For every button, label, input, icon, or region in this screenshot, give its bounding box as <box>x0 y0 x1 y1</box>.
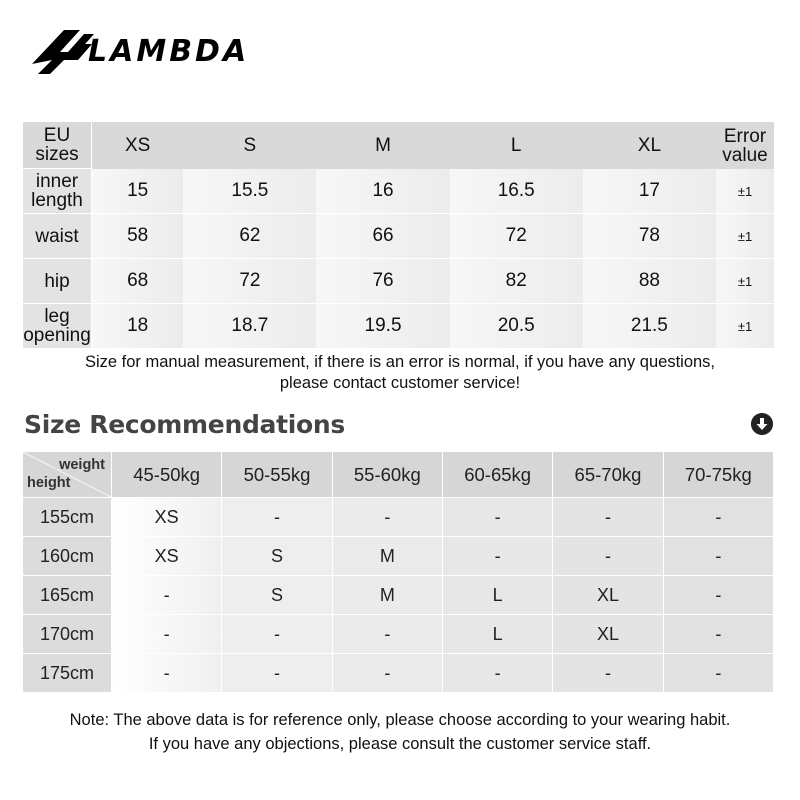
measurement-note <box>0 352 800 394</box>
weight-header: 65-70kg <box>553 452 663 498</box>
row-label <box>23 304 92 349</box>
table-cell: - <box>443 654 553 693</box>
eu-label: EU <box>43 125 71 146</box>
table-cell: 16.5 <box>450 169 583 214</box>
table-cell: 58 <box>92 214 183 259</box>
size-header-l: L <box>450 122 583 169</box>
table-cell: 16 <box>316 169 449 214</box>
table-cell: 21.5 <box>583 304 716 349</box>
table-cell: 76 <box>316 259 449 304</box>
table-cell: 18 <box>92 304 183 349</box>
table-cell: 15.5 <box>183 169 316 214</box>
size-header-s: S <box>183 122 316 169</box>
error-value-header <box>716 122 774 169</box>
table-cell: 19.5 <box>316 304 449 349</box>
table-cell: - <box>222 615 332 654</box>
table-cell: - <box>664 654 774 693</box>
size-header-xs: XS <box>92 122 183 169</box>
table-cell: - <box>443 498 553 537</box>
value-label: value <box>722 144 768 166</box>
height-cell: 170cm <box>23 615 112 654</box>
size-recommendation-table <box>23 452 774 693</box>
size-row-leg-opening <box>23 304 774 349</box>
table-cell: - <box>443 537 553 576</box>
weight-header: 50-55kg <box>222 452 332 498</box>
eu-sizes-header <box>23 122 92 169</box>
table-cell: - <box>664 498 774 537</box>
table-cell: - <box>112 576 222 615</box>
table-cell: 72 <box>450 214 583 259</box>
height-cell: 160cm <box>23 537 112 576</box>
table-cell: - <box>112 615 222 654</box>
weight-header: 70-75kg <box>664 452 774 498</box>
height-cell: 175cm <box>23 654 112 693</box>
table-cell: - <box>112 654 222 693</box>
table-cell: - <box>222 498 332 537</box>
row-label: hip <box>23 259 92 304</box>
table-cell: 20.5 <box>450 304 583 349</box>
row-label <box>23 169 92 214</box>
table-cell: 82 <box>450 259 583 304</box>
table-cell: - <box>553 654 663 693</box>
row-label-line: opening <box>23 325 91 346</box>
rec-row-170 <box>23 615 774 654</box>
error-label: Error <box>723 125 767 147</box>
error-cell: ±1 <box>716 169 774 214</box>
table-cell: - <box>333 654 443 693</box>
row-label: waist <box>23 214 92 259</box>
corner-diagonal <box>23 452 111 497</box>
table-cell: S <box>222 537 332 576</box>
rec-row-155 <box>23 498 774 537</box>
table-cell: 15 <box>92 169 183 214</box>
table-cell: - <box>553 498 663 537</box>
table-cell: S <box>222 576 332 615</box>
table-cell: 62 <box>183 214 316 259</box>
table-cell: XS <box>112 498 222 537</box>
table-cell: - <box>553 537 663 576</box>
table-cell: M <box>333 537 443 576</box>
table-cell: XL <box>553 615 663 654</box>
arrow-down-circle-icon[interactable] <box>751 413 773 435</box>
table-cell: L <box>443 576 553 615</box>
size-chart-table <box>23 122 774 349</box>
size-row-hip <box>23 259 774 304</box>
size-header-m: M <box>316 122 449 169</box>
weight-header: 55-60kg <box>333 452 443 498</box>
note-line: Size for manual measurement, if there is an error is normal, if you have any questions, <box>84 353 716 371</box>
table-cell: - <box>664 576 774 615</box>
size-chart-header-row <box>23 122 774 169</box>
table-cell: L <box>443 615 553 654</box>
table-cell: 68 <box>92 259 183 304</box>
footer-note <box>0 708 800 756</box>
error-cell: ±1 <box>716 259 774 304</box>
rec-row-175 <box>23 654 774 693</box>
height-cell: 155cm <box>23 498 112 537</box>
size-header-xl: XL <box>583 122 716 169</box>
size-row-inner-length <box>23 169 774 214</box>
weight-height-corner <box>23 452 112 498</box>
weight-label: weight <box>59 457 105 473</box>
table-cell: - <box>664 615 774 654</box>
table-cell: 78 <box>583 214 716 259</box>
note-line: Note: The above data is for reference only, please choose according to your wearing habit. <box>69 711 731 729</box>
table-cell: 66 <box>316 214 449 259</box>
error-cell: ±1 <box>716 304 774 349</box>
table-cell: M <box>333 576 443 615</box>
note-line: please contact customer service! <box>279 374 521 392</box>
height-cell: 165cm <box>23 576 112 615</box>
weight-header: 45-50kg <box>112 452 222 498</box>
table-cell: - <box>333 615 443 654</box>
rec-header-row <box>23 452 774 498</box>
table-cell: - <box>222 654 332 693</box>
rec-row-165 <box>23 576 774 615</box>
table-cell: - <box>333 498 443 537</box>
table-cell: 18.7 <box>183 304 316 349</box>
note-line: If you have any objections, please consult the customer service staff. <box>148 735 652 753</box>
table-cell: - <box>664 537 774 576</box>
section-title: Size Recommendations <box>24 410 345 439</box>
row-label-line: length <box>31 190 83 211</box>
table-cell: 17 <box>583 169 716 214</box>
table-cell: 72 <box>183 259 316 304</box>
row-label-line: inner <box>35 171 79 192</box>
table-cell: XS <box>112 537 222 576</box>
brand-wordmark: LAMBDA <box>88 34 250 69</box>
weight-header: 60-65kg <box>443 452 553 498</box>
table-cell: 88 <box>583 259 716 304</box>
table-cell: XL <box>553 576 663 615</box>
height-label: height <box>27 475 71 491</box>
rec-row-160 <box>23 537 774 576</box>
sizes-label: sizes <box>35 144 79 165</box>
row-label-line: leg <box>44 306 70 327</box>
error-cell: ±1 <box>716 214 774 259</box>
size-row-waist <box>23 214 774 259</box>
